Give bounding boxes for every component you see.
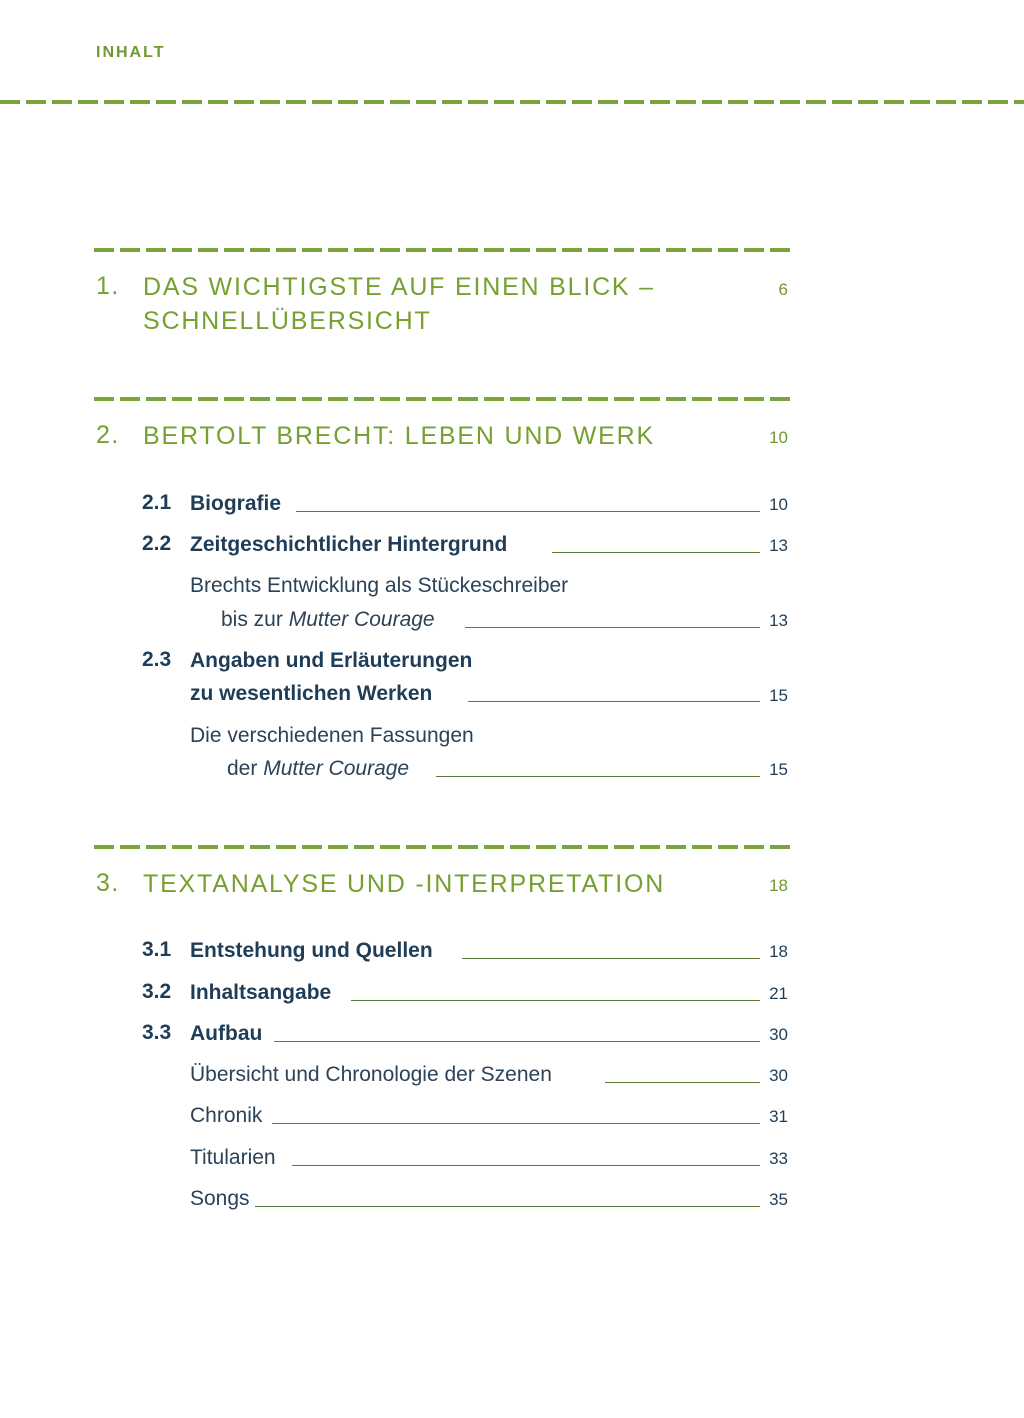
section-2-page: 10 bbox=[769, 428, 788, 447]
section-1-title-line2: SCHNELLÜBERSICHT bbox=[143, 307, 432, 335]
section-2-title[interactable]: BERTOLT BRECHT: LEBEN UND WERK bbox=[143, 422, 655, 450]
entry-2-3-title[interactable] bbox=[190, 644, 472, 710]
entry-uebersicht-page: 30 bbox=[769, 1066, 788, 1085]
entry-3-1-title[interactable]: Entstehung und Quellen bbox=[190, 939, 433, 962]
entry-chronik-page: 31 bbox=[769, 1107, 788, 1126]
section-1-page: 6 bbox=[778, 280, 788, 299]
leader-line bbox=[436, 776, 760, 777]
leader-line bbox=[274, 1041, 760, 1042]
section-1-title[interactable] bbox=[143, 270, 655, 338]
entry-line2-prefix: der bbox=[227, 757, 258, 780]
entry-songs-title[interactable]: Songs bbox=[190, 1187, 250, 1210]
entry-3-2-number: 3.2 bbox=[142, 980, 172, 1003]
entry-2-1-title[interactable]: Biografie bbox=[190, 492, 282, 515]
entry-2-3-page: 15 bbox=[769, 686, 788, 705]
header-divider bbox=[0, 100, 1024, 104]
section-1-title-line1: DAS WICHTIGSTE AUF EINEN BLICK – bbox=[143, 273, 655, 301]
entry-2-2-title[interactable]: Zeitgeschichtlicher Hintergrund bbox=[190, 533, 508, 556]
entry-fassungen-line1[interactable]: Die verschiedenen Fassungen bbox=[190, 724, 474, 747]
entry-3-1-page: 18 bbox=[769, 942, 788, 961]
entry-line2-italic: Mutter Courage bbox=[288, 608, 435, 631]
section-1-number: 1. bbox=[96, 272, 120, 300]
section-3-title[interactable]: TEXTANALYSE UND -INTERPRETATION bbox=[143, 870, 666, 898]
entry-2-3-title-line1: Angaben und Erläuterungen bbox=[190, 649, 473, 672]
leader-line bbox=[255, 1206, 760, 1207]
entry-3-2-page: 21 bbox=[769, 984, 788, 1003]
entry-brechts-entwicklung-page: 13 bbox=[769, 611, 788, 630]
entry-brechts-entwicklung-line1[interactable]: Brechts Entwicklung als Stückeschreiber bbox=[190, 574, 569, 597]
entry-2-1-number: 2.1 bbox=[142, 491, 172, 514]
entry-titularien-title[interactable]: Titularien bbox=[190, 1146, 276, 1169]
leader-line bbox=[272, 1123, 760, 1124]
leader-line bbox=[468, 701, 760, 702]
entry-3-3-page: 30 bbox=[769, 1025, 788, 1044]
entry-2-2-number: 2.2 bbox=[142, 532, 172, 555]
entry-titularien-page: 33 bbox=[769, 1149, 788, 1168]
entry-3-3-number: 3.3 bbox=[142, 1021, 172, 1044]
section-1-divider bbox=[94, 248, 790, 252]
entry-2-1-page: 10 bbox=[769, 495, 788, 514]
section-3-page: 18 bbox=[769, 876, 788, 895]
entry-3-3-title[interactable]: Aufbau bbox=[190, 1022, 263, 1045]
entry-line2-italic: Mutter Courage bbox=[263, 757, 410, 780]
entry-3-1-number: 3.1 bbox=[142, 938, 172, 961]
running-header: INHALT bbox=[96, 44, 166, 61]
entry-fassungen-line2[interactable] bbox=[227, 752, 409, 785]
leader-line bbox=[292, 1165, 760, 1166]
leader-line bbox=[605, 1082, 760, 1083]
entry-2-3-title-line2: zu wesentlichen Werken bbox=[190, 682, 433, 705]
leader-line bbox=[465, 627, 760, 628]
entry-uebersicht-title[interactable]: Übersicht und Chronologie der Szenen bbox=[190, 1063, 552, 1086]
entry-2-3-number: 2.3 bbox=[142, 648, 172, 671]
section-3-divider bbox=[94, 845, 790, 849]
leader-line bbox=[296, 511, 760, 512]
entry-3-2-title[interactable]: Inhaltsangabe bbox=[190, 981, 332, 1004]
entry-2-2-page: 13 bbox=[769, 536, 788, 555]
entry-line2-prefix: bis zur bbox=[221, 608, 283, 631]
entry-songs-page: 35 bbox=[769, 1190, 788, 1209]
leader-line bbox=[351, 1000, 760, 1001]
leader-line bbox=[552, 552, 760, 553]
section-2-divider bbox=[94, 397, 790, 401]
entry-fassungen-page: 15 bbox=[769, 760, 788, 779]
leader-line bbox=[462, 958, 760, 959]
entry-chronik-title[interactable]: Chronik bbox=[190, 1104, 263, 1127]
section-2-number: 2. bbox=[96, 421, 120, 449]
section-3-number: 3. bbox=[96, 869, 120, 897]
entry-brechts-entwicklung-line2[interactable] bbox=[221, 603, 435, 636]
